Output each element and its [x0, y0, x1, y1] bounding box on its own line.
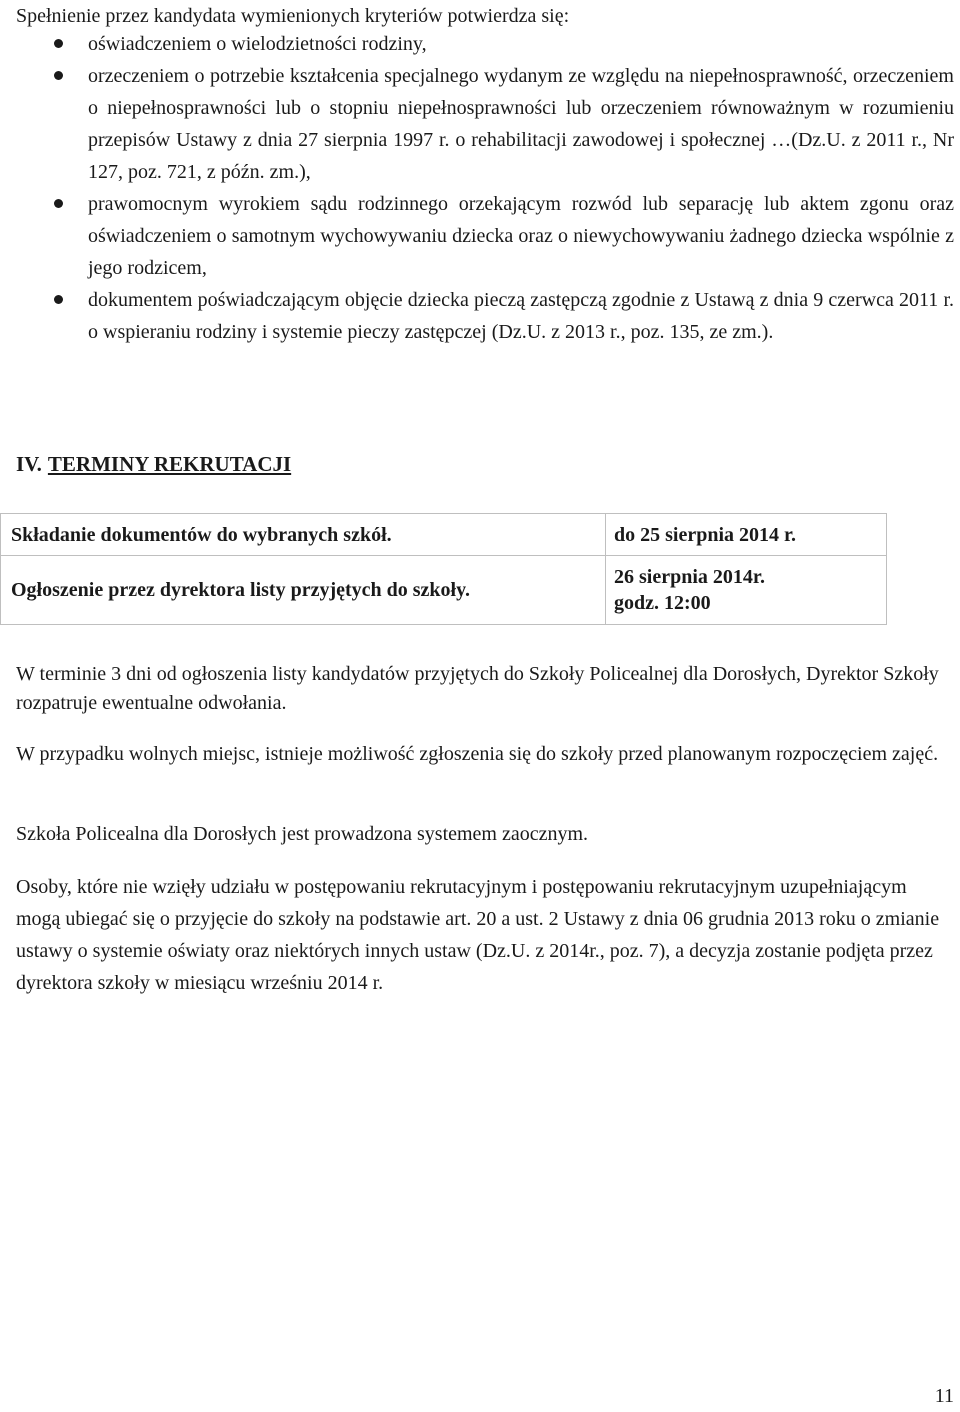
paragraph-supplementary: Osoby, które nie wzięły udziału w postępowaniu rekrutacyjnym i postępowaniu rekrutacyjnym uzupełniającym mogą ubiegać się o przyjęcie do szkoły na podstawie art. 20 a ust. 2 Ustawy z dnia 06 grudnia 2013 roku o zmianie ustawy o systemie oświaty oraz niektórych innych ustaw (Dz.U. z 2014r., poz. 7), a decyzja zostanie podjęta przez dyrektora szkoły w miesiącu wrześniu 2014 r.	[16, 876, 940, 994]
schedule-deadline-cell	[606, 514, 887, 556]
schedule-deadline: 26 sierpnia 2014r.	[614, 566, 765, 588]
bullet-icon	[54, 295, 63, 304]
criteria-item	[0, 188, 960, 284]
criteria-item	[0, 28, 960, 60]
criteria-intro: Spełnienie przez kandydata wymienionych kryteriów potwierdza się:	[16, 5, 570, 27]
bullet-icon	[54, 71, 63, 80]
criteria-item	[0, 284, 960, 348]
table-row	[1, 556, 887, 625]
criteria-item-text: prawomocnym wyrokiem sądu rodzinnego orzekającym rozwód lub separację lub aktem zgonu oraz oświadczeniem o samotnym wychowywaniu dziecka oraz o niewychowywaniu żadnego dziecka wspólnie z jego rodzicem,	[88, 193, 954, 279]
table-row	[1, 514, 887, 556]
section-heading	[16, 449, 291, 479]
criteria-item-text: oświadczeniem o wielodzietności rodziny,	[88, 33, 427, 55]
paragraph-free-places: W przypadku wolnych miejsc, istnieje możliwość zgłoszenia się do szkoły przed planowanym rozpoczęciem zajęć.	[16, 743, 939, 765]
schedule-task-cell: Ogłoszenie przez dyrektora listy przyjętych do szkoły.	[1, 556, 606, 625]
bullet-icon	[54, 39, 63, 48]
bullet-icon	[54, 199, 63, 208]
criteria-item	[0, 60, 960, 188]
schedule-deadline: do 25 sierpnia 2014 r.	[614, 523, 797, 546]
schedule-deadline-time: godz. 12:00	[614, 592, 711, 614]
paragraph-appeals: W terminie 3 dni od ogłoszenia listy kandydatów przyjętych do Szkoły Policealnej dla Dorosłych, Dyrektor Szkoły rozpatruje ewentualne odwołania.	[16, 663, 939, 714]
page-number: 11	[934, 1385, 954, 1407]
schedule-deadline-cell	[606, 556, 887, 625]
section-number: IV.	[16, 452, 42, 476]
section-title: TERMINY REKRUTACJI	[47, 452, 292, 476]
schedule-task-cell: Składanie dokumentów do wybranych szkół.	[1, 514, 606, 556]
criteria-list	[0, 28, 960, 348]
criteria-item-text: dokumentem poświadczającym objęcie dziecka pieczą zastępczą zgodnie z Ustawą z dnia 9 czerwca 2011 r. o wspieraniu rodziny i systemie pieczy zastępczej (Dz.U. z 2013 r., poz. 135, ze zm.).	[88, 289, 954, 343]
paragraph-mode: Szkoła Policealna dla Dorosłych jest prowadzona systemem zaocznym.	[16, 823, 589, 845]
schedule-table	[0, 513, 887, 625]
criteria-item-text: orzeczeniem o potrzebie kształcenia specjalnego wydanym ze względu na niepełnosprawność, orzeczeniem o niepełnosprawności lub o stopniu niepełnosprawności lub orzeczeniem równoważnym w rozumieniu przepisów Ustawy z dnia 27 sierpnia 1997 r. o rehabilitacji zawodowej i społecznej …(Dz.U. z 2011 r., Nr 127, poz. 721, z późn. zm.),	[88, 65, 954, 183]
